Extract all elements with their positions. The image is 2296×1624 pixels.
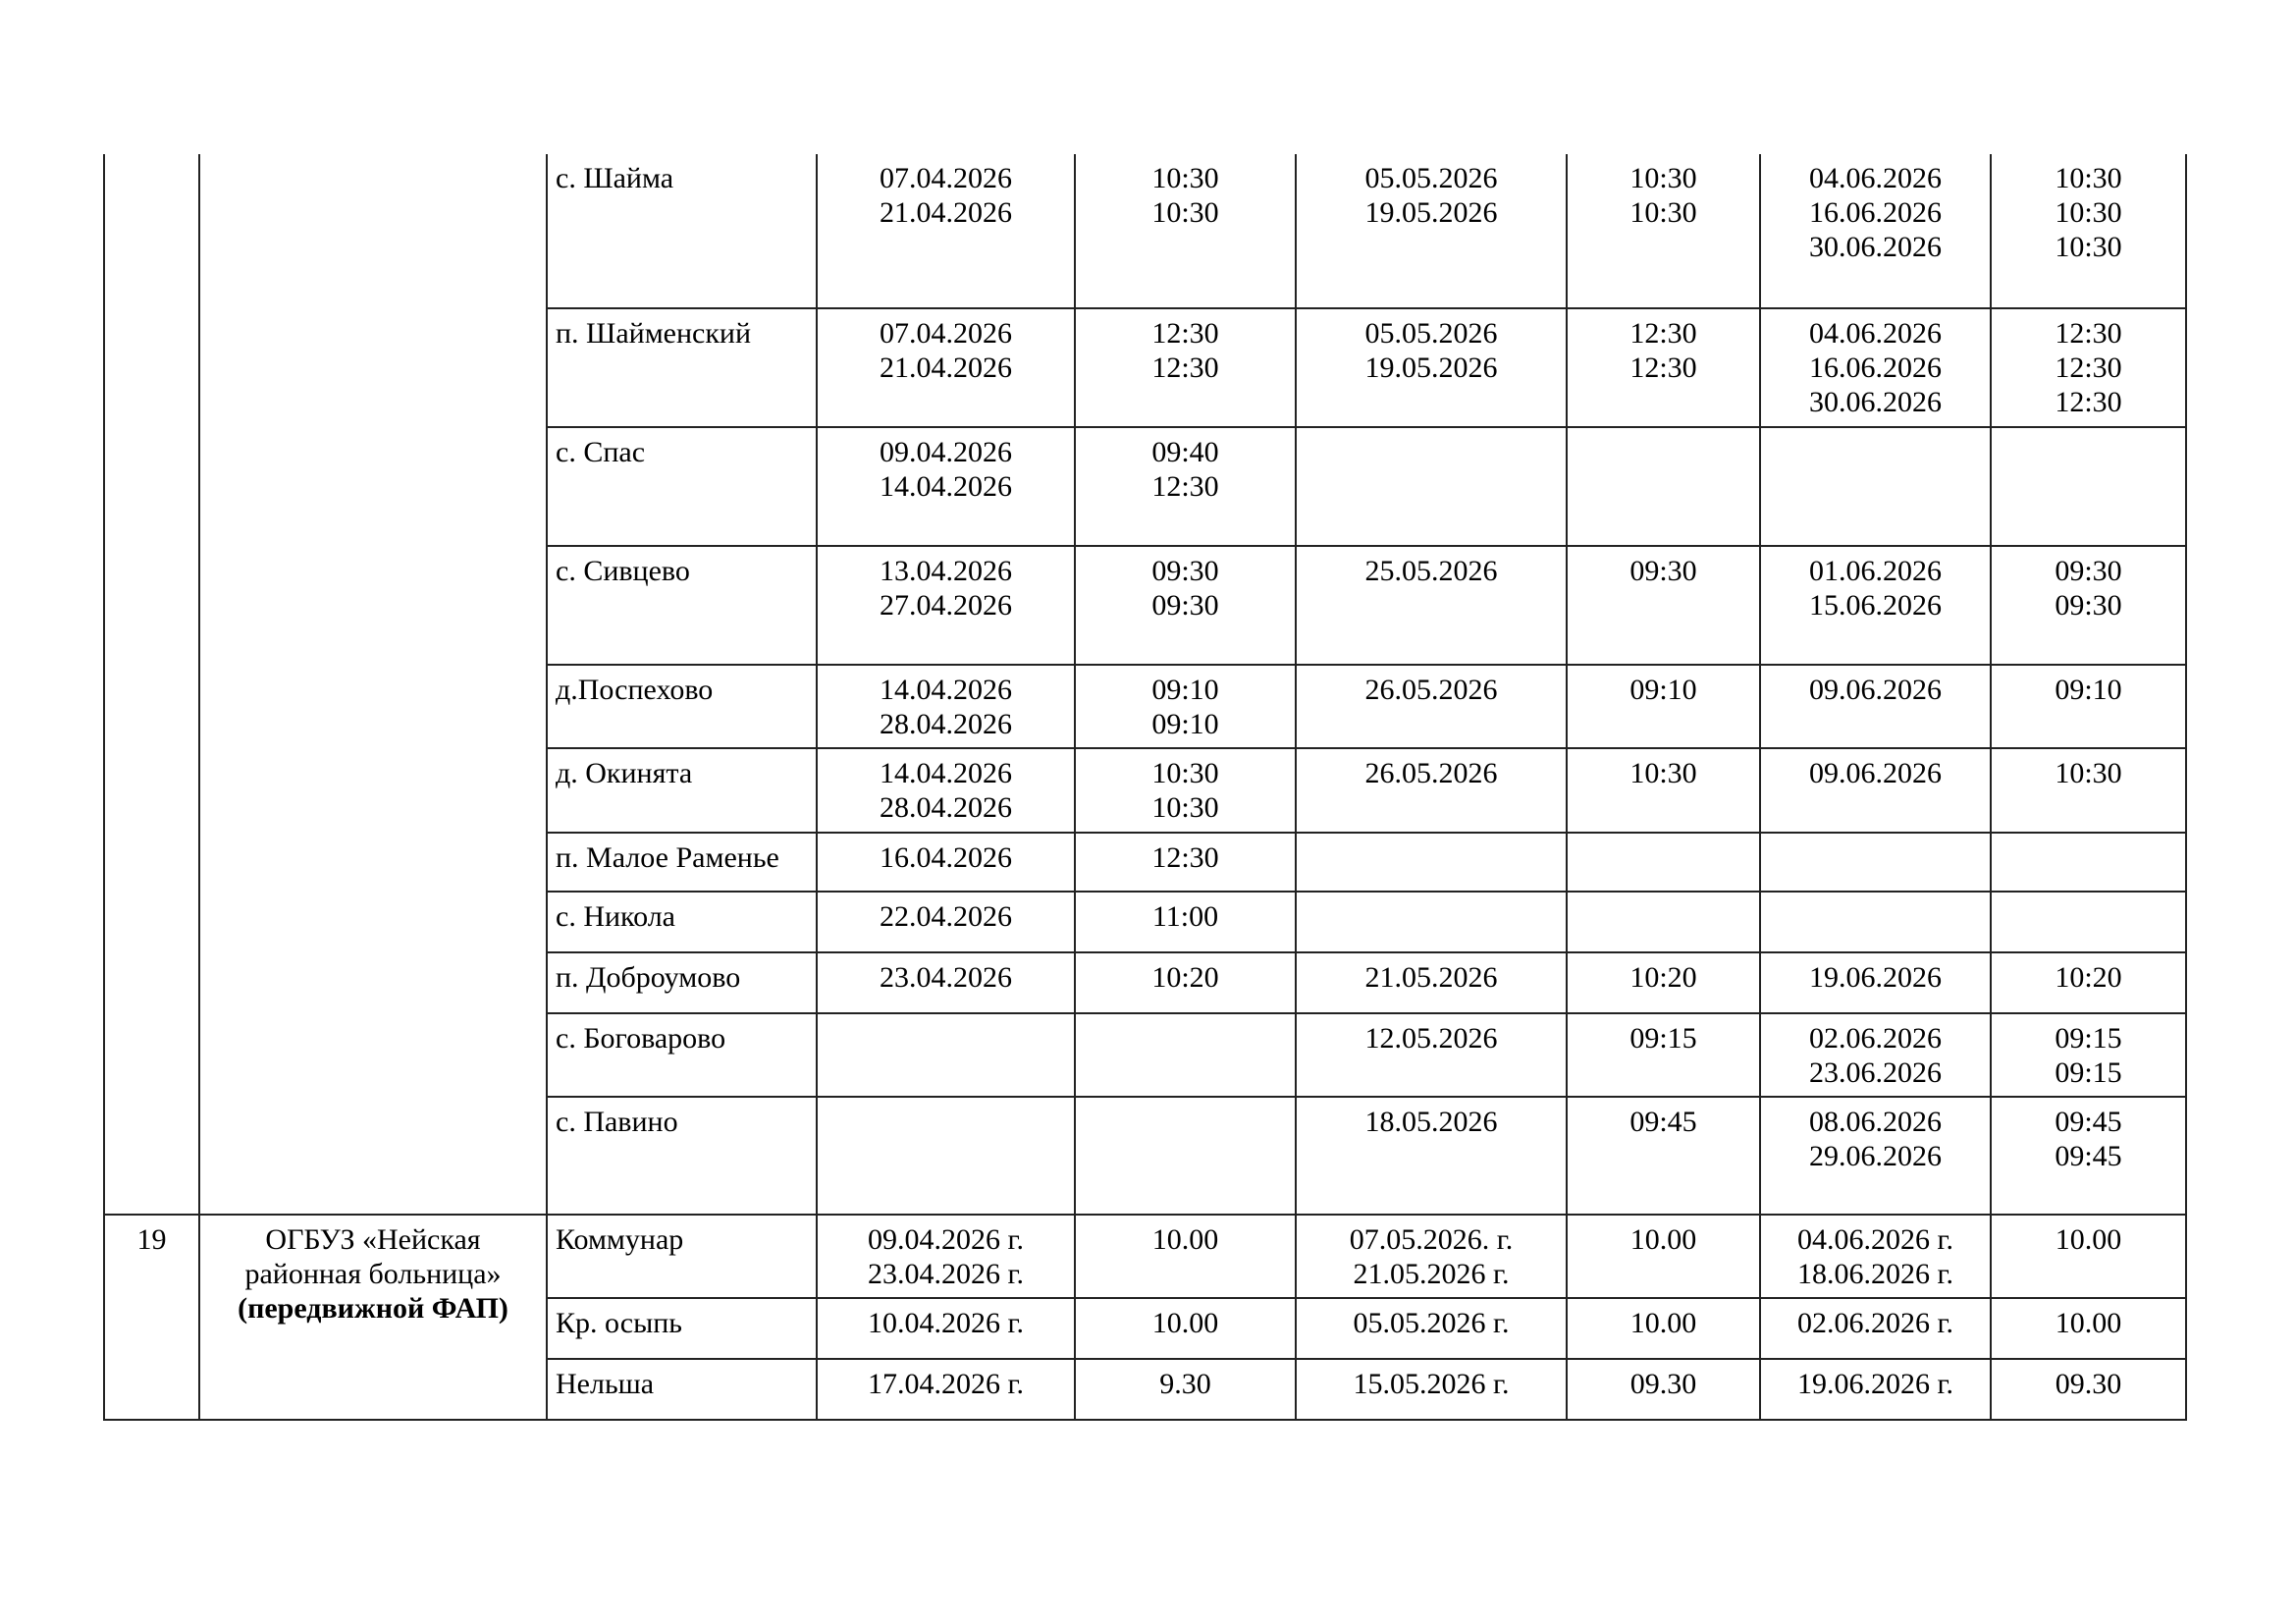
- place-name: д.Поспехово: [556, 674, 714, 706]
- may-dates-cell: [1296, 748, 1567, 833]
- time-value: 12:30: [1151, 470, 1219, 503]
- place-name: п. Малое Раменье: [556, 841, 779, 874]
- june-times-cell: [1991, 1359, 2186, 1420]
- april-times-cell: [1075, 1013, 1296, 1097]
- date-value: 04.06.2026: [1809, 162, 1942, 194]
- date-value: 05.05.2026: [1364, 162, 1498, 194]
- time-value: 10.00: [1151, 1307, 1219, 1339]
- may-times-cell: [1567, 892, 1760, 952]
- place-name: Нельша: [556, 1368, 655, 1400]
- time-value: 09:45: [2055, 1106, 2122, 1138]
- may-times-cell: [1567, 952, 1760, 1013]
- april-dates-cell: [817, 1215, 1075, 1298]
- time-value: 12:30: [2055, 317, 2122, 350]
- april-dates-cell: [817, 1013, 1075, 1097]
- time-value: 10.00: [1629, 1223, 1697, 1256]
- april-times-cell: [1075, 748, 1296, 833]
- april-times-cell: [1075, 1359, 1296, 1420]
- may-dates-cell: [1296, 427, 1567, 546]
- time-value: 09:10: [1151, 674, 1219, 706]
- may-dates-cell: [1296, 308, 1567, 427]
- may-times-cell: [1567, 748, 1760, 833]
- date-value: 15.06.2026: [1809, 589, 1942, 622]
- may-times-cell: [1567, 1215, 1760, 1298]
- april-times-cell: [1075, 1215, 1296, 1298]
- april-dates-cell: [817, 892, 1075, 952]
- place-cell: [547, 1359, 817, 1420]
- time-value: 09:15: [1629, 1022, 1697, 1055]
- time-value: 12:30: [1151, 352, 1219, 384]
- time-value: 09:10: [2055, 674, 2122, 706]
- april-times-cell: [1075, 154, 1296, 308]
- time-value: 10:30: [2055, 162, 2122, 194]
- place-name: д. Окинята: [556, 757, 693, 789]
- date-value: 16.04.2026: [880, 841, 1012, 874]
- date-value: 23.04.2026: [880, 961, 1012, 994]
- may-times-cell: [1567, 427, 1760, 546]
- time-value: 09:40: [1151, 436, 1219, 468]
- place-name: Коммунар: [556, 1223, 684, 1256]
- place-name: с. Никола: [556, 900, 675, 933]
- june-dates-cell: [1760, 952, 1991, 1013]
- june-dates-cell: [1760, 1097, 1991, 1215]
- date-value: 29.06.2026: [1809, 1140, 1942, 1172]
- time-value: 12:30: [1629, 352, 1697, 384]
- date-value: 05.05.2026: [1364, 317, 1498, 350]
- time-value: 12:30: [1151, 841, 1219, 874]
- time-value: 09:30: [1151, 555, 1219, 587]
- time-value: 10:30: [2055, 231, 2122, 263]
- place-name: с. Сивцево: [556, 555, 690, 587]
- may-dates-cell: [1296, 892, 1567, 952]
- time-value: 10.00: [1629, 1307, 1697, 1339]
- time-value: 10:20: [2055, 961, 2122, 994]
- may-dates-cell: [1296, 1298, 1567, 1359]
- may-times-cell: [1567, 1298, 1760, 1359]
- time-value: 10.00: [2055, 1307, 2122, 1339]
- april-dates-cell: [817, 1097, 1075, 1215]
- time-value: 9.30: [1159, 1368, 1211, 1400]
- date-value: 15.05.2026 г.: [1353, 1368, 1510, 1400]
- may-dates-cell: [1296, 833, 1567, 892]
- time-value: 10:30: [1151, 757, 1219, 789]
- date-value: 08.06.2026: [1809, 1106, 1942, 1138]
- time-value: 10:30: [1629, 162, 1697, 194]
- place-cell: [547, 427, 817, 546]
- date-value: 21.04.2026: [880, 352, 1012, 384]
- april-dates-cell: [817, 952, 1075, 1013]
- time-value: 10.00: [2055, 1223, 2122, 1256]
- date-value: 09.06.2026: [1809, 757, 1942, 789]
- place-cell: [547, 1298, 817, 1359]
- april-dates-cell: [817, 665, 1075, 748]
- june-times-cell: [1991, 1013, 2186, 1097]
- june-times-cell: [1991, 308, 2186, 427]
- june-times-cell: [1991, 748, 2186, 833]
- june-dates-cell: [1760, 1359, 1991, 1420]
- time-value: 10:30: [1151, 791, 1219, 824]
- schedule-table-body: [104, 154, 2186, 1420]
- date-value: 28.04.2026: [880, 708, 1012, 740]
- april-dates-cell: [817, 1298, 1075, 1359]
- date-value: 18.06.2026 г.: [1797, 1258, 1953, 1290]
- date-value: 09.04.2026 г.: [868, 1223, 1024, 1256]
- april-times-cell: [1075, 427, 1296, 546]
- time-value: 10:30: [2055, 757, 2122, 789]
- date-value: 04.06.2026 г.: [1797, 1223, 1953, 1256]
- time-value: 10:20: [1629, 961, 1697, 994]
- date-value: 07.04.2026: [880, 317, 1012, 350]
- date-value: 22.04.2026: [880, 900, 1012, 933]
- date-value: 30.06.2026: [1809, 386, 1942, 418]
- date-value: 14.04.2026: [880, 674, 1012, 706]
- june-times-cell: [1991, 1215, 2186, 1298]
- june-times-cell: [1991, 665, 2186, 748]
- june-dates-cell: [1760, 546, 1991, 665]
- place-name: Кр. осыпь: [556, 1307, 682, 1339]
- may-times-cell: [1567, 154, 1760, 308]
- number-cell-continued: [104, 154, 199, 1215]
- organization-name-line: ОГБУЗ «Нейская: [265, 1223, 481, 1256]
- organization-note: (передвижной ФАП): [238, 1292, 508, 1325]
- date-value: 26.05.2026: [1364, 674, 1498, 706]
- time-value: 09:30: [1629, 555, 1697, 587]
- number-cell: [104, 1215, 199, 1420]
- april-dates-cell: [817, 748, 1075, 833]
- time-value: 12:30: [2055, 352, 2122, 384]
- date-value: 12.05.2026: [1364, 1022, 1498, 1055]
- place-cell: [547, 952, 817, 1013]
- table-row: [104, 1215, 2186, 1298]
- date-value: 07.05.2026. г.: [1349, 1223, 1514, 1256]
- place-cell: [547, 665, 817, 748]
- june-dates-cell: [1760, 892, 1991, 952]
- june-dates-cell: [1760, 1013, 1991, 1097]
- april-dates-cell: [817, 1359, 1075, 1420]
- date-value: 01.06.2026: [1809, 555, 1942, 587]
- time-value: 10.00: [1151, 1223, 1219, 1256]
- april-dates-cell: [817, 308, 1075, 427]
- june-dates-cell: [1760, 308, 1991, 427]
- place-name: с. Спас: [556, 436, 646, 468]
- table-row: [104, 154, 2186, 308]
- date-value: 16.06.2026: [1809, 352, 1942, 384]
- time-value: 10:30: [1151, 162, 1219, 194]
- date-value: 19.05.2026: [1364, 196, 1498, 229]
- time-value: 09.30: [1629, 1368, 1697, 1400]
- april-times-cell: [1075, 308, 1296, 427]
- june-dates-cell: [1760, 748, 1991, 833]
- time-value: 10:20: [1151, 961, 1219, 994]
- row-number: 19: [136, 1223, 167, 1256]
- place-name: с. Шайма: [556, 162, 674, 194]
- date-value: 17.04.2026 г.: [868, 1368, 1024, 1400]
- april-times-cell: [1075, 833, 1296, 892]
- time-value: 10:30: [1629, 757, 1697, 789]
- place-name: с. Боговарово: [556, 1022, 726, 1055]
- time-value: 12:30: [1629, 317, 1697, 350]
- time-value: 09:15: [2055, 1022, 2122, 1055]
- april-times-cell: [1075, 952, 1296, 1013]
- time-value: 09:30: [2055, 589, 2122, 622]
- time-value: 09:15: [2055, 1056, 2122, 1089]
- date-value: 26.05.2026: [1364, 757, 1498, 789]
- time-value: 10:30: [1151, 196, 1219, 229]
- organization-cell: [199, 1215, 547, 1420]
- may-dates-cell: [1296, 1359, 1567, 1420]
- april-dates-cell: [817, 546, 1075, 665]
- time-value: 12:30: [1151, 317, 1219, 350]
- date-value: 23.06.2026: [1809, 1056, 1942, 1089]
- time-value: 09:45: [1629, 1106, 1697, 1138]
- place-cell: [547, 1097, 817, 1215]
- may-times-cell: [1567, 1013, 1760, 1097]
- date-value: 10.04.2026 г.: [868, 1307, 1024, 1339]
- schedule-table: [103, 154, 2187, 1421]
- june-dates-cell: [1760, 665, 1991, 748]
- place-cell: [547, 1215, 817, 1298]
- june-times-cell: [1991, 546, 2186, 665]
- may-dates-cell: [1296, 154, 1567, 308]
- june-times-cell: [1991, 892, 2186, 952]
- date-value: 07.04.2026: [880, 162, 1012, 194]
- organization-cell-continued: [199, 154, 547, 1215]
- may-dates-cell: [1296, 665, 1567, 748]
- place-cell: [547, 154, 817, 308]
- april-times-cell: [1075, 1298, 1296, 1359]
- time-value: 10:30: [1629, 196, 1697, 229]
- june-times-cell: [1991, 1298, 2186, 1359]
- date-value: 21.04.2026: [880, 196, 1012, 229]
- june-times-cell: [1991, 833, 2186, 892]
- date-value: 13.04.2026: [880, 555, 1012, 587]
- june-times-cell: [1991, 154, 2186, 308]
- april-dates-cell: [817, 427, 1075, 546]
- april-times-cell: [1075, 892, 1296, 952]
- june-dates-cell: [1760, 427, 1991, 546]
- date-value: 21.05.2026: [1364, 961, 1498, 994]
- place-name: с. Павино: [556, 1106, 678, 1138]
- place-name: п. Шайменский: [556, 317, 752, 350]
- april-dates-cell: [817, 154, 1075, 308]
- place-cell: [547, 308, 817, 427]
- time-value: 09:10: [1151, 708, 1219, 740]
- date-value: 02.06.2026: [1809, 1022, 1942, 1055]
- may-times-cell: [1567, 308, 1760, 427]
- june-dates-cell: [1760, 833, 1991, 892]
- place-cell: [547, 833, 817, 892]
- date-value: 04.06.2026: [1809, 317, 1942, 350]
- april-times-cell: [1075, 546, 1296, 665]
- may-times-cell: [1567, 1097, 1760, 1215]
- place-cell: [547, 546, 817, 665]
- date-value: 19.05.2026: [1364, 352, 1498, 384]
- time-value: 09:30: [1151, 589, 1219, 622]
- may-dates-cell: [1296, 1013, 1567, 1097]
- date-value: 23.04.2026 г.: [868, 1258, 1024, 1290]
- date-value: 25.05.2026: [1364, 555, 1498, 587]
- june-dates-cell: [1760, 1298, 1991, 1359]
- time-value: 09:45: [2055, 1140, 2122, 1172]
- date-value: 27.04.2026: [880, 589, 1012, 622]
- june-times-cell: [1991, 952, 2186, 1013]
- date-value: 14.04.2026: [880, 470, 1012, 503]
- may-times-cell: [1567, 833, 1760, 892]
- date-value: 19.06.2026: [1809, 961, 1942, 994]
- june-times-cell: [1991, 1097, 2186, 1215]
- time-value: 11:00: [1151, 900, 1219, 933]
- april-times-cell: [1075, 1097, 1296, 1215]
- date-value: 02.06.2026 г.: [1797, 1307, 1953, 1339]
- date-value: 05.05.2026 г.: [1353, 1307, 1510, 1339]
- place-cell: [547, 748, 817, 833]
- june-times-cell: [1991, 427, 2186, 546]
- date-value: 09.04.2026: [880, 436, 1012, 468]
- june-dates-cell: [1760, 154, 1991, 308]
- time-value: 09:10: [1629, 674, 1697, 706]
- may-times-cell: [1567, 665, 1760, 748]
- date-value: 09.06.2026: [1809, 674, 1942, 706]
- organization-name-line: районная больница»: [244, 1258, 502, 1290]
- april-times-cell: [1075, 665, 1296, 748]
- may-times-cell: [1567, 546, 1760, 665]
- date-value: 18.05.2026: [1364, 1106, 1498, 1138]
- time-value: 10:30: [2055, 196, 2122, 229]
- may-dates-cell: [1296, 952, 1567, 1013]
- place-cell: [547, 892, 817, 952]
- april-dates-cell: [817, 833, 1075, 892]
- date-value: 14.04.2026: [880, 757, 1012, 789]
- june-dates-cell: [1760, 1215, 1991, 1298]
- date-value: 21.05.2026 г.: [1353, 1258, 1510, 1290]
- may-times-cell: [1567, 1359, 1760, 1420]
- may-dates-cell: [1296, 1097, 1567, 1215]
- time-value: 09.30: [2055, 1368, 2122, 1400]
- date-value: 28.04.2026: [880, 791, 1012, 824]
- place-cell: [547, 1013, 817, 1097]
- may-dates-cell: [1296, 546, 1567, 665]
- date-value: 30.06.2026: [1809, 231, 1942, 263]
- time-value: 12:30: [2055, 386, 2122, 418]
- date-value: 16.06.2026: [1809, 196, 1942, 229]
- date-value: 19.06.2026 г.: [1797, 1368, 1953, 1400]
- may-dates-cell: [1296, 1215, 1567, 1298]
- time-value: 09:30: [2055, 555, 2122, 587]
- place-name: п. Доброумово: [556, 961, 741, 994]
